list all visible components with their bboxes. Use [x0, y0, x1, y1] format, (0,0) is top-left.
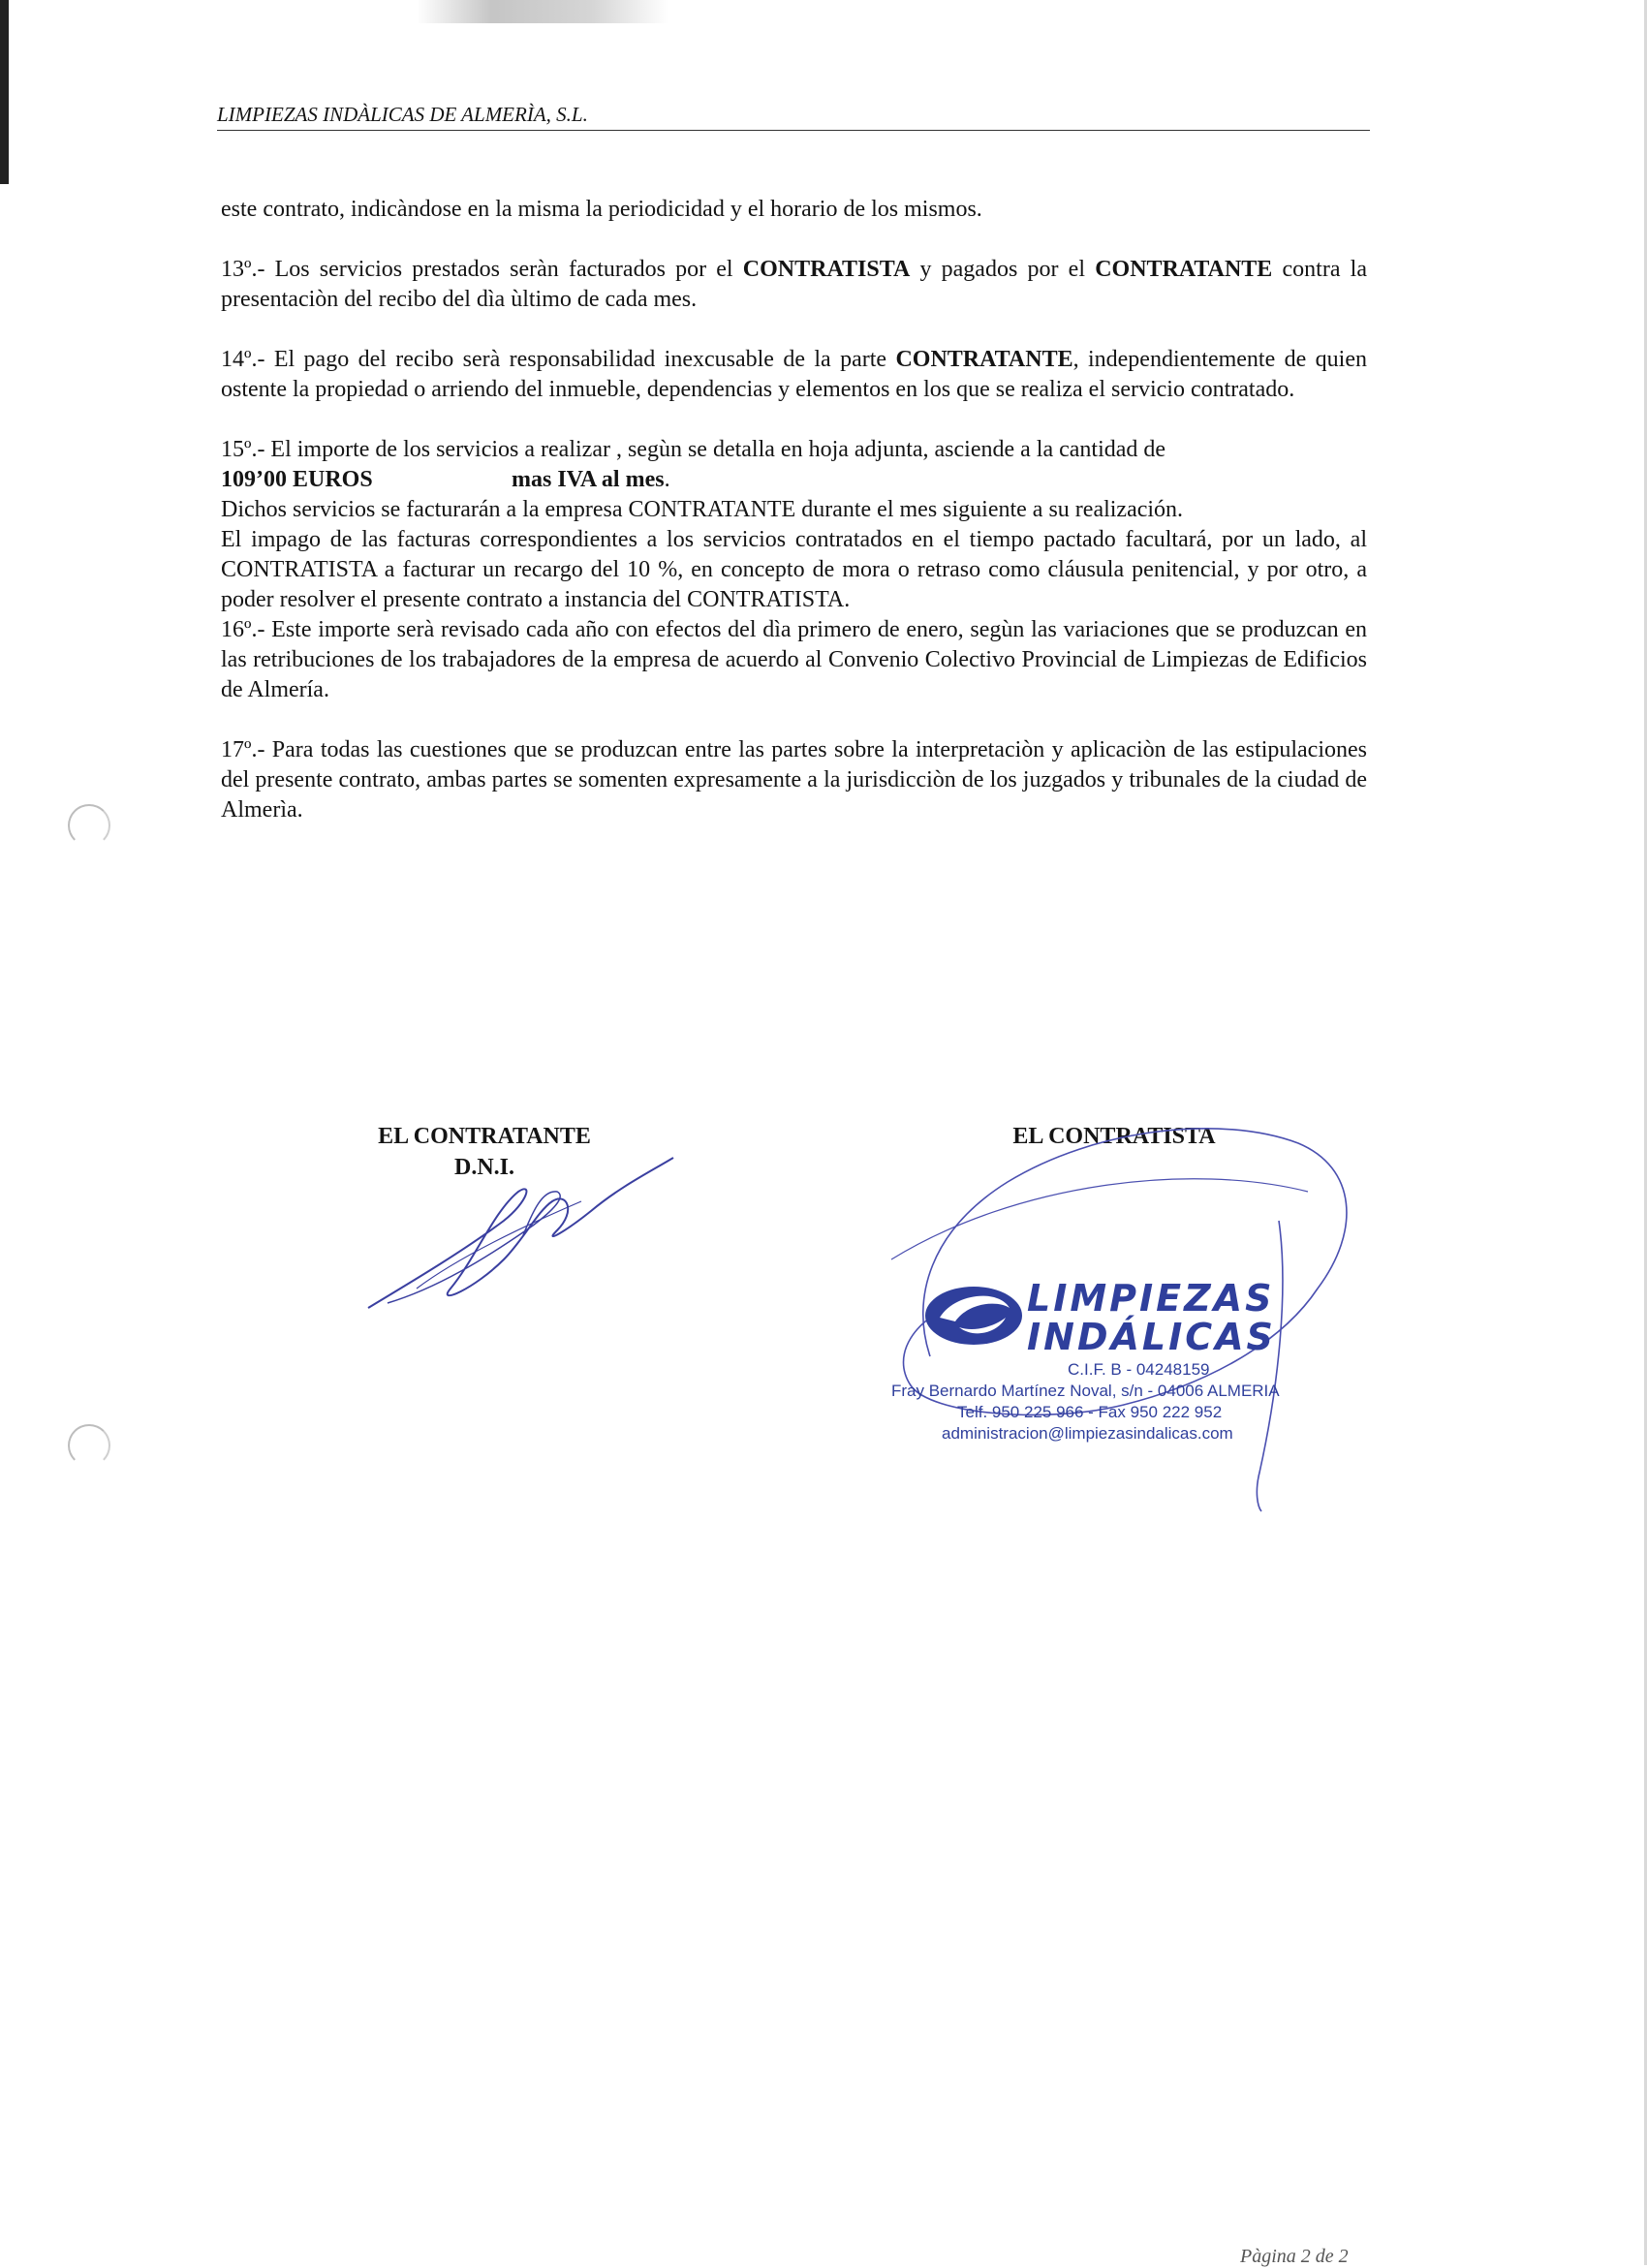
clause-15: 15º.- El importe de los servicios a realizar , segùn se detalla en hoja adjunta, asciende a la cantidad de 109’00 EUROS mas IVA al mes.	[221, 435, 1367, 495]
clause-12-tail: este contrato, indicàndose en la misma la periodicidad y el horario de los mismos.	[221, 197, 982, 222]
contratante-dni-label: D.N.I.	[453, 1155, 514, 1180]
contratante-signature-scribble	[358, 1143, 678, 1318]
amount-tax-note: mas IVA al mes	[512, 467, 665, 492]
stamp-email: administracion@limpiezasindalicas.com	[942, 1424, 1233, 1443]
page-number: Pàgina 2 de 2	[1240, 2246, 1349, 2267]
punch-hole	[68, 1424, 110, 1467]
clause-16: 16º.- Este importe serà revisado cada año con efectos del dìa primero de enero, segùn las variaciones que se produzcan en las retribuciones de los trabajadores de la empresa de acuerdo al Convenio Colectivo Provincial de Limpiezas de Edificios de Almería.	[221, 617, 1367, 702]
contratante-title: EL CONTRATANTE	[378, 1124, 591, 1149]
contratista-title: EL CONTRATISTA	[1012, 1124, 1216, 1149]
company-stamp	[891, 1279, 1337, 1453]
stamp-address: Fray Bernardo Martínez Noval, s/n - 04006 ALMERIA	[891, 1382, 1280, 1400]
scan-smudge	[417, 0, 668, 23]
stamp-phones: Telf. 950 225 966 - Fax 950 222 952	[957, 1403, 1223, 1421]
punch-hole	[68, 804, 110, 847]
clause-15-billing: Dichos servicios se facturarán a la empresa CONTRATANTE durante el mes siguiente a su realización.	[221, 497, 1184, 522]
stamp-cif: C.I.F. B - 04248159	[1068, 1360, 1210, 1379]
bleed-through-mark	[310, 872, 320, 917]
clause-14: 14º.- El pago del recibo serà responsabilidad inexcusable de la parte CONTRATANTE, independientemente de quien ostente la propiedad o arriendo del inmueble, dependencias y elementos en los que se realiza el servicio contratado.	[221, 347, 1367, 402]
stamp-logo-text: LIMPIEZAS INDÁLICAS	[1027, 1277, 1276, 1358]
scan-edge-left	[0, 0, 9, 184]
clause-13: 13º.- Los servicios prestados seràn facturados por el CONTRATISTA y pagados por el CONTRATANTE contra la presentaciòn del recibo del dìa ùltimo de cada mes.	[221, 257, 1367, 312]
amount-value: 109’00 EUROS	[221, 467, 373, 492]
clause-15-penalty: El impago de las facturas correspondientes a los servicios contratados en el tiempo pactado facultará, por un lado, al CONTRATISTA a facturar un recargo del 10 %, en concepto de mora o retraso como cláusula penitencial, y por otro, a poder resolver el presente contrato a instancia del CONTRATISTA.	[221, 527, 1367, 612]
contract-body	[221, 195, 1367, 825]
company-logo-icon	[920, 1279, 1027, 1352]
clause-17: 17º.- Para todas las cuestiones que se produzcan entre las partes sobre la interpretaciòn y aplicaciòn de las estipulaciones del presente contrato, ambas partes se somenten expresamente a la jurisdicciòn de los juzgados y tribunales de la ciudad de Almerìa.	[221, 737, 1367, 823]
company-header: LIMPIEZAS INDÀLICAS DE ALMERÌA, S.L.	[217, 103, 1370, 131]
